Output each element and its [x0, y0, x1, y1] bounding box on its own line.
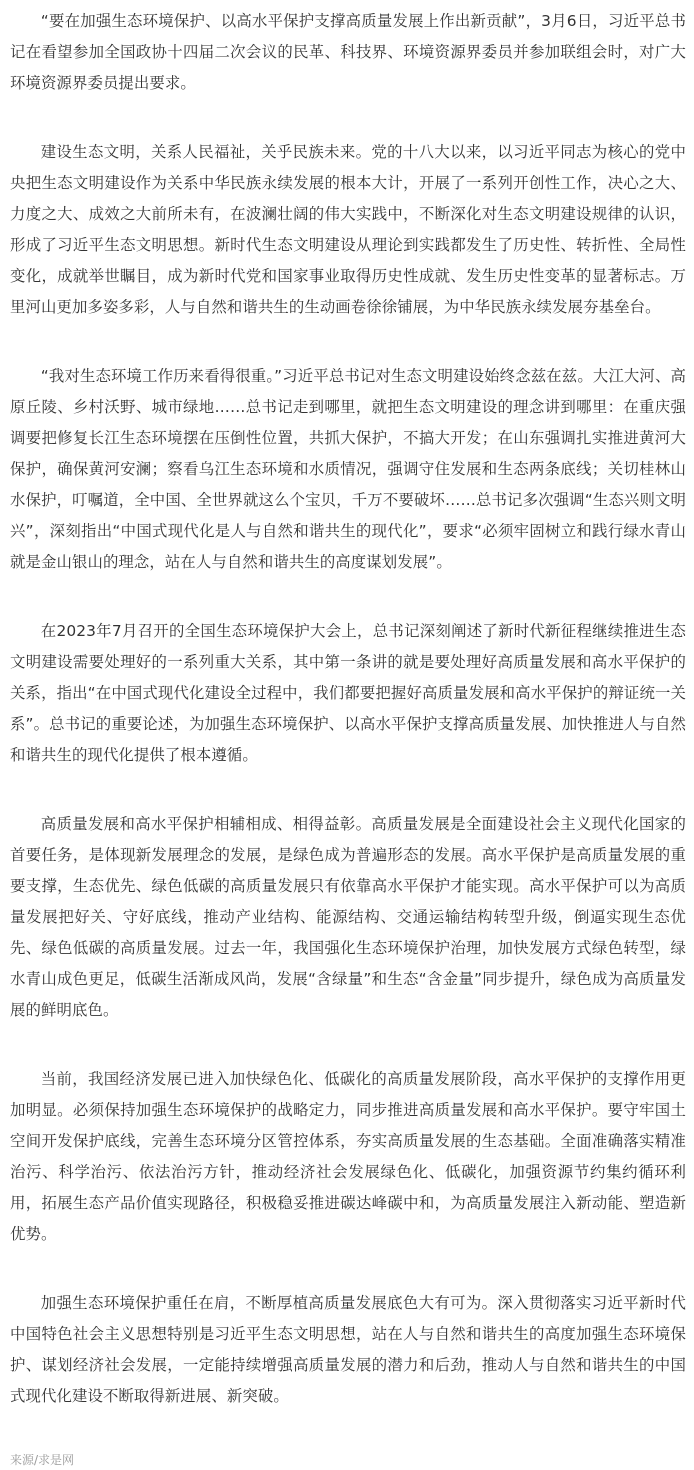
article-paragraph-3: “我对生态环境工作历来看得很重。”习近平总书记对生态文明建设始终念兹在兹。大江大河、高原丘陵、乡村沃野、城市绿地……总书记走到哪里，就把生态文明建设的理念讲到哪里：在重庆强调要把修复长江生态环境摆在压倒性位置，共抓大保护，不搞大开发；在山东强调扎实推进黄河大保护，确保黄河安澜；察看乌江生态环境和水质情况，强调守住发展和生态两条底线；关切桂林山水保护，叮嘱道，全中国、全世界就这么个宝贝，千万不要破坏……总书记多次强调“生态兴则文明兴”，深刻指出“中国式现代化是人与自然和谐共生的现代化”，要求“必须牢固树立和践行绿水青山就是金山银山的理念，站在人与自然和谐共生的高度谋划发展”。 [10, 367, 686, 571]
article-paragraph-2: 建设生态文明，关系人民福祉，关乎民族未来。党的十八大以来，以习近平同志为核心的党中央把生态文明建设作为关系中华民族永续发展的根本大计，开展了一系列开创性工作，决心之大、力度之大、成效之大前所未有，在波澜壮阔的伟大实践中，不断深化对生态文明建设规律的认识，形成了习近平生态文明思想。新时代生态文明建设从理论到实践都发生了历史性、转折性、全局性变化，成就举世瞩目，成为新时代党和国家事业取得历史性成就、发生历史性变革的显著标志。万里河山更加多姿多彩，人与自然和谐共生的生动画卷徐徐铺展，为中华民族永续发展夯基垒台。 [10, 143, 686, 316]
article-source: 来源/求是网 [10, 1453, 75, 1467]
article-paragraph-7: 加强生态环境保护重任在肩，不断厚植高质量发展底色大有可为。深入贯彻落实习近平新时代中国特色社会主义思想特别是习近平生态文明思想，站在人与自然和谐共生的高度加强生态环境保护、谋划经济社会发展，一定能持续增强高质量发展的潜力和后劲，推动人与自然和谐共生的中国式现代化建设不断取得新进展、新突破。 [10, 1294, 686, 1405]
article-paragraph-4: 在2023年7月召开的全国生态环境保护大会上，总书记深刻阐述了新时代新征程继续推进生态文明建设需要处理好的一系列重大关系，其中第一条讲的就是要处理好高质量发展和高水平保护的关系，指出“在中国式现代化建设全过程中，我们都要把握好高质量发展和高水平保护的辩证统一关系”。总书记的重要论述，为加强生态环境保护、以高水平保护支撑高质量发展、加快推进人与自然和谐共生的现代化提供了根本遵循。 [10, 622, 686, 764]
article-paragraph-6: 当前，我国经济发展已进入加快绿色化、低碳化的高质量发展阶段，高水平保护的支撑作用更加明显。必须保持加强生态环境保护的战略定力，同步推进高质量发展和高水平保护。要守牢国土空间开发保护底线，完善生态环境分区管控体系，夯实高质量发展的生态基础。全面准确落实精准治污、科学治污、依法治污方针，推动经济社会发展绿色化、低碳化，加强资源节约集约循环利用，拓展生态产品价值实现路径，积极稳妥推进碳达峰碳中和，为高质量发展注入新动能、塑造新优势。 [10, 1070, 686, 1243]
article-paragraph-1: “要在加强生态环境保护、以高水平保护支撑高质量发展上作出新贡献”，3月6日，习近平总书记在看望参加全国政协十四届二次会议的民革、科技界、环境资源界委员并参加联组会时，对广大环境资源界委员提出要求。 [10, 12, 686, 92]
article-paragraph-5: 高质量发展和高水平保护相辅相成、相得益彰。高质量发展是全面建设社会主义现代化国家的首要任务，是体现新发展理念的发展，是绿色成为普遍形态的发展。高水平保护是高质量发展的重要支撑，生态优先、绿色低碳的高质量发展只有依靠高水平保护才能实现。高水平保护可以为高质量发展把好关、守好底线，推动产业结构、能源结构、交通运输结构转型升级，倒逼实现生态优先、绿色低碳的高质量发展。过去一年，我国强化生态环境保护治理，加快发展方式绿色转型，绿水青山成色更足，低碳生活渐成风尚，发展“含绿量”和生态“含金量”同步提升，绿色成为高质量发展的鲜明底色。 [10, 815, 686, 1019]
